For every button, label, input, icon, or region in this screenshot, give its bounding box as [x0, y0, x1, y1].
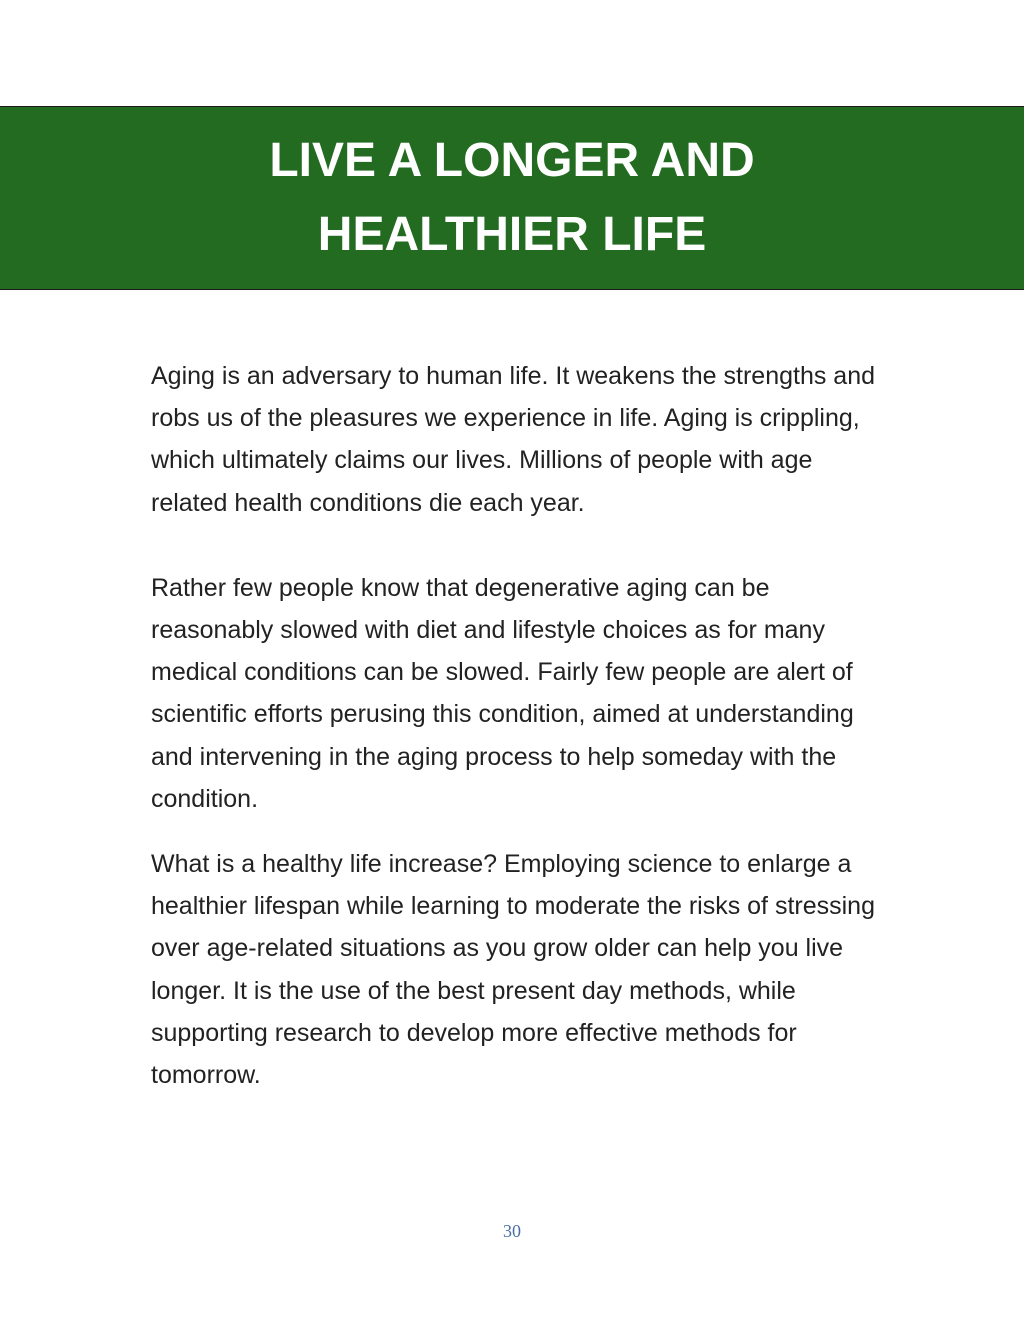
paragraph-degenerative-aging: Rather few people know that degenerative aging can be reasonably slowed with diet and lifestyle choices as for many medical conditions can be slowed. Fairly few people are alert of scientific efforts perusing this condition, aimed at understanding and intervening in the aging process to help someday with the condition. — [151, 573, 854, 813]
paragraph-healthy-life-increase: What is a healthy life increase? Employing science to enlarge a healthier lifespan while learning to moderate the risks of stressing over age-related situations as you grow older can help you live longer. It is the use of the best present day methods, while supporting research to develop more effective methods for tomorrow. — [151, 850, 875, 1090]
body-text — [151, 355, 881, 1096]
page-title: LIVE A LONGER AND HEALTHIER LIFE — [269, 134, 755, 261]
title-banner — [0, 106, 1024, 290]
paragraph-aging-adversary: Aging is an adversary to human life. It weakens the strengths and robs us of the pleasures we experience in life. Aging is crippling, which ultimately claims our lives. Millions of people with age related health conditions die each year. — [151, 362, 876, 517]
page-number: 30 — [503, 1221, 521, 1241]
